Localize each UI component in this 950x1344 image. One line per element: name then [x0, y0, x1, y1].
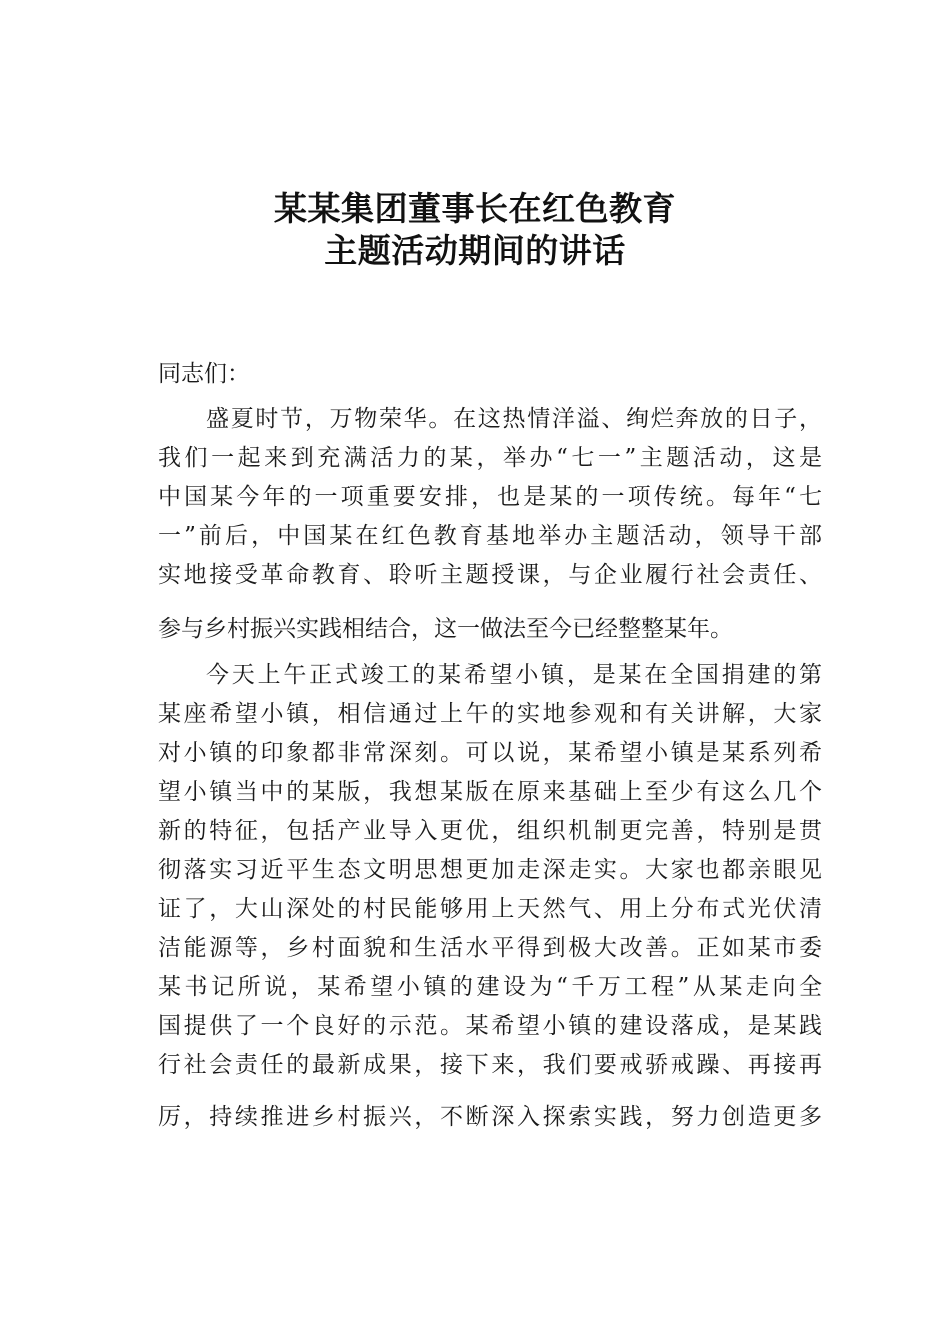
paragraph-2-line: 今天上午正式竣工的某希望小镇，是某在全国捐建的第	[206, 662, 822, 688]
salutation: 同志们：	[158, 361, 250, 387]
paragraph-2-line: 行社会责任的最新成果，接下来，我们要戒骄戒躁、再接再	[158, 1052, 822, 1078]
paragraph-2-line: 厉，持续推进乡村振兴，不断深入探索实践，努力创造更多	[158, 1104, 822, 1130]
paragraph-2-line: 对小镇的印象都非常深刻。可以说，某希望小镇是某系列希	[158, 740, 822, 766]
paragraph-2-line: 某书记所说，某希望小镇的建设为“千万工程”从某走向全	[158, 974, 822, 1000]
paragraph-1-line: 实地接受革命教育、聆听主题授课，与企业履行社会责任、	[158, 562, 822, 588]
paragraph-1-line: 一”前后，中国某在红色教育基地举办主题活动，领导干部	[158, 523, 822, 549]
paragraph-2-line: 某座希望小镇，相信通过上午的实地参观和有关讲解，大家	[158, 701, 822, 727]
paragraph-1-line: 参与乡村振兴实践相结合，这一做法至今已经整整某年。	[158, 616, 733, 642]
paragraph-2-line: 洁能源等，乡村面貌和生活水平得到极大改善。正如某市委	[158, 935, 822, 961]
paragraph-2-line: 国提供了一个良好的示范。某希望小镇的建设落成，是某践	[158, 1013, 822, 1039]
paragraph-1-line: 我们一起来到充满活力的某，举办“七一”主题活动，这是	[158, 445, 822, 471]
paragraph-2-line: 新的特征，包括产业导入更优，组织机制更完善，特别是贯	[158, 818, 822, 844]
paragraph-2-line: 望小镇当中的某版，我想某版在原来基础上至少有这么几个	[158, 779, 822, 805]
paragraph-1-line: 盛夏时节，万物荣华。在这热情洋溢、绚烂奔放的日子，	[206, 406, 822, 432]
document-title-line-2: 主题活动期间的讲话	[324, 231, 626, 270]
paragraph-2-line: 彻落实习近平生态文明思想更加走深走实。大家也都亲眼见	[158, 857, 822, 883]
paragraph-1-line: 中国某今年的一项重要安排，也是某的一项传统。每年“七	[158, 484, 822, 510]
paragraph-2-line: 证了，大山深处的村民能够用上天然气、用上分布式光伏清	[158, 896, 822, 922]
document-title-line-1: 某某集团董事长在红色教育	[274, 189, 676, 228]
